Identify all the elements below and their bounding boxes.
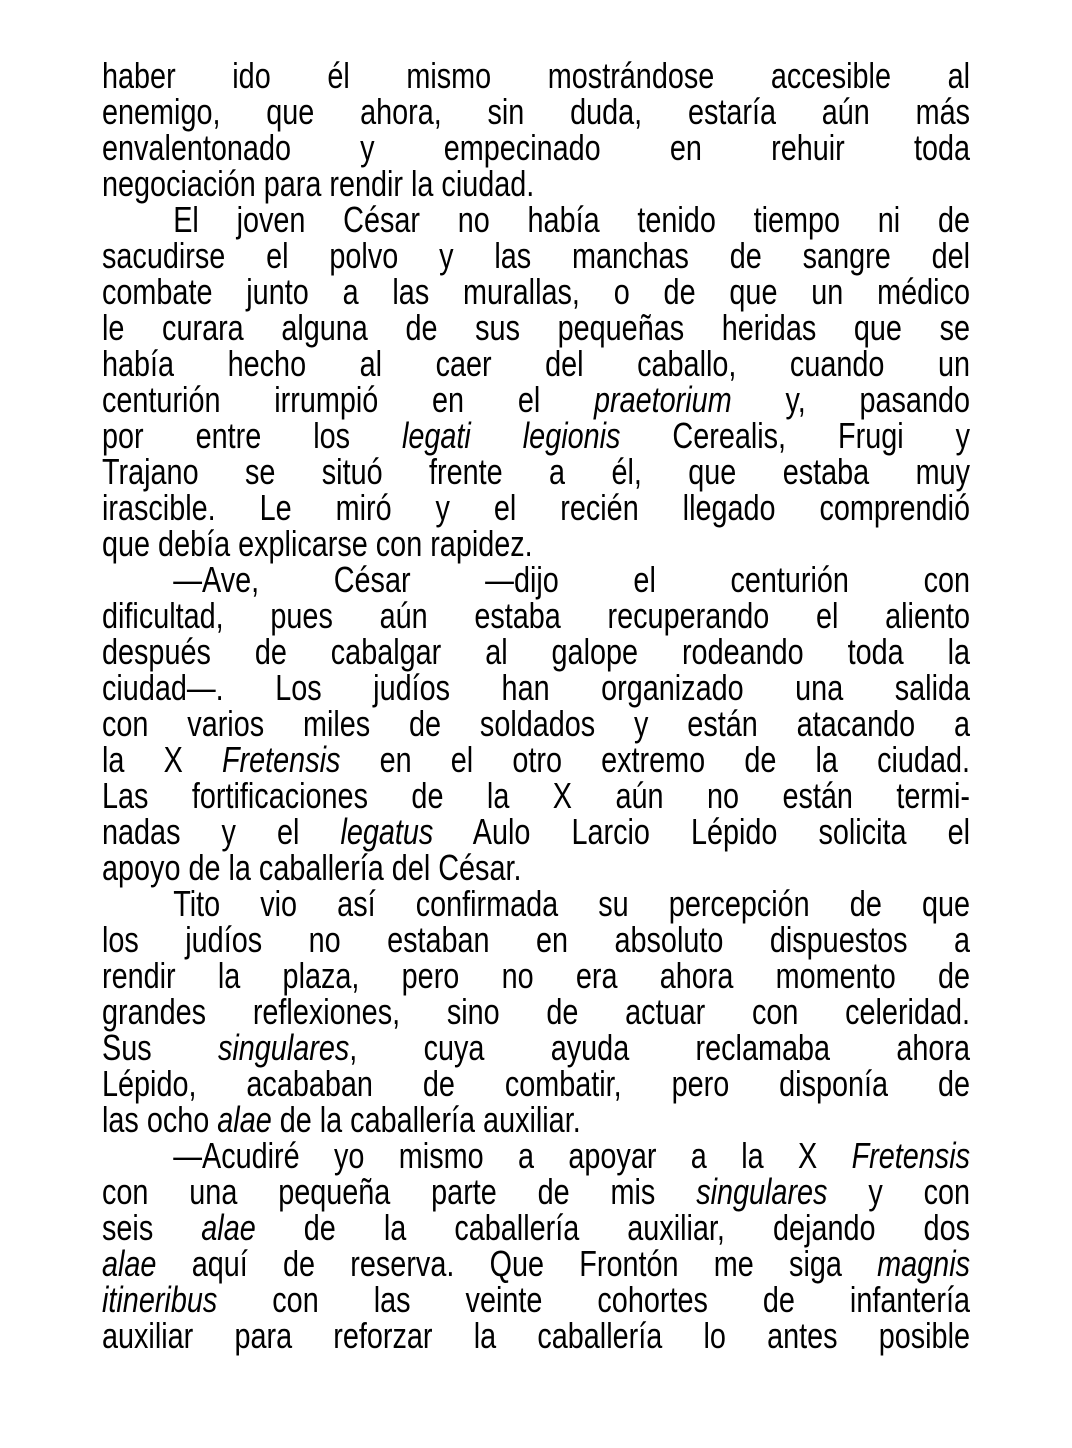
text-line-content: Tito vio así confirmada su percepción de que (173, 883, 970, 924)
text-line-content: había hecho al caer del caballo, cuando un (102, 343, 970, 384)
text-line-content: haber ido él mismo mostrándose accesible al (102, 55, 970, 96)
text-line (102, 811, 970, 852)
text-line (102, 1243, 970, 1284)
text-line-content: que debía explicarse con rapidez. (102, 523, 533, 564)
text-line (102, 1135, 970, 1176)
document-page (102, 55, 971, 1356)
text-line (102, 451, 970, 492)
text-line-content: los judíos no estaban en absoluto dispuestos a (102, 919, 970, 960)
text-line (102, 487, 970, 528)
text-line-content: Las fortificaciones de la X aún no están termi- (102, 775, 970, 816)
text-line (102, 1171, 970, 1212)
text-line-content: sacudirse el polvo y las manchas de sangre del (102, 235, 970, 276)
text-line-content: las ocho alae de la caballería auxiliar. (102, 1099, 581, 1140)
text-line (102, 559, 970, 600)
text-line-content: enemigo, que ahora, sin duda, estaría aún más (102, 91, 970, 132)
text-line (102, 847, 970, 888)
text-line (102, 235, 970, 276)
text-line-content: auxiliar para reforzar la caballería lo antes posible (102, 1315, 970, 1356)
text-line (102, 883, 970, 924)
text-line (102, 667, 970, 708)
text-line-content: rendir la plaza, pero no era ahora momento de (102, 955, 970, 996)
text-line-content: nadas y el legatus Aulo Larcio Lépido solicita el (102, 811, 970, 852)
text-line (102, 127, 970, 168)
text-line (102, 1279, 970, 1320)
text-line-content: por entre los legati legionis Cerealis, Frugi y (102, 415, 970, 456)
text-line-content: combate junto a las murallas, o de que un médico (102, 271, 970, 312)
text-line-content: dificultad, pues aún estaba recuperando el aliento (102, 595, 970, 636)
text-line (102, 523, 970, 564)
text-line (102, 631, 970, 672)
text-line-content: Trajano se situó frente a él, que estaba muy (102, 451, 970, 492)
text-line-content: con una pequeña parte de mis singulares y con (102, 1171, 970, 1212)
text-line-content: alae aquí de reserva. Que Frontón me siga magnis (102, 1243, 970, 1284)
text-line-content: le curara alguna de sus pequeñas heridas que se (102, 307, 970, 348)
text-line-content: grandes reflexiones, sino de actuar con celeridad. (102, 991, 970, 1032)
text-line-content: apoyo de la caballería del César. (102, 847, 522, 888)
text-line (102, 919, 970, 960)
text-line (102, 739, 970, 780)
text-line (102, 703, 970, 744)
text-line-content: con varios miles de soldados y están atacando a (102, 703, 970, 744)
text-line (102, 775, 970, 816)
text-line (102, 91, 970, 132)
text-line (102, 1063, 970, 1104)
text-line-content: centurión irrumpió en el praetorium y, pasando (102, 379, 970, 420)
text-line (102, 955, 970, 996)
text-line (102, 199, 970, 240)
text-line (102, 1027, 970, 1068)
text-line (102, 991, 970, 1032)
text-line-content: después de cabalgar al galope rodeando toda la (102, 631, 970, 672)
text-line (102, 1315, 970, 1356)
text-line-content: negociación para rendir la ciudad. (102, 163, 535, 204)
text-line (102, 271, 970, 312)
text-line-content: itineribus con las veinte cohortes de infantería (102, 1279, 970, 1320)
text-line-content: —Ave, César —dijo el centurión con (173, 559, 970, 600)
text-line-content: ciudad—. Los judíos han organizado una salida (102, 667, 970, 708)
text-line-content: —Acudiré yo mismo a apoyar a la X Fretensis (173, 1135, 970, 1176)
text-line (102, 163, 970, 204)
text-line (102, 307, 970, 348)
text-line-content: la X Fretensis en el otro extremo de la ciudad. (102, 739, 970, 780)
text-line-content: envalentonado y empecinado en rehuir toda (102, 127, 970, 168)
text-line (102, 1207, 971, 1248)
text-line (102, 343, 970, 384)
text-line (102, 415, 970, 456)
text-line (102, 595, 970, 636)
text-line-content: irascible. Le miró y el recién llegado comprendió (102, 487, 970, 528)
text-line (102, 1099, 970, 1140)
text-line (102, 55, 970, 96)
text-line-content: seis alae de la caballería auxiliar, dejando dos (102, 1207, 971, 1248)
text-line-content: El joven César no había tenido tiempo ni de (173, 199, 970, 240)
text-line-content: Sus singulares, cuya ayuda reclamaba ahora (102, 1027, 970, 1068)
text-line-content: Lépido, acababan de combatir, pero disponía de (102, 1063, 970, 1104)
text-line (102, 379, 970, 420)
